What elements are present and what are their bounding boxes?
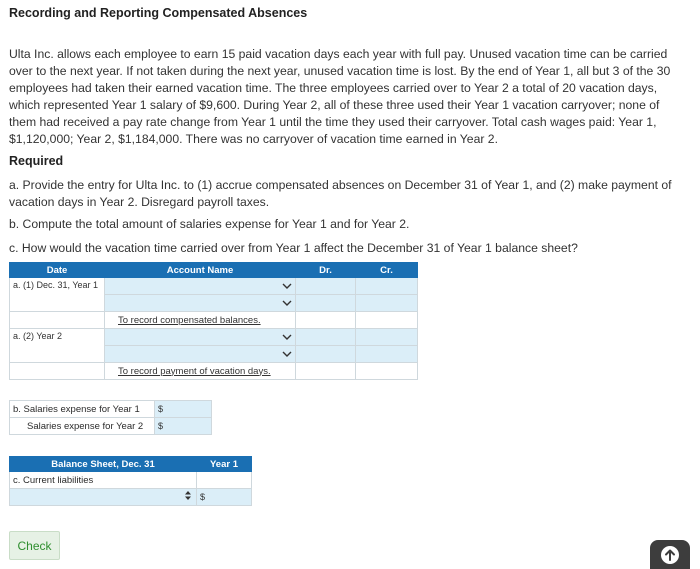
empty-cell	[356, 363, 418, 380]
paragraph-line: employees had taken their earned vacation time. The three employees carried over to Year 2 a total of 20 vacation days,	[9, 81, 658, 95]
credit-header: Cr.	[356, 263, 418, 278]
credit-input[interactable]	[356, 346, 418, 363]
salaries-year1-label: b. Salaries expense for Year 1	[10, 401, 155, 418]
table-row	[10, 312, 418, 329]
empty-cell	[10, 363, 105, 380]
entry2-date-cell	[10, 329, 105, 363]
chevron-down-icon	[282, 332, 292, 342]
credit-input[interactable]	[356, 278, 418, 295]
date-header: Date	[10, 263, 105, 278]
chevron-down-icon	[282, 349, 292, 359]
current-liabilities-label: c. Current liabilities	[10, 472, 197, 489]
empty-cell	[10, 312, 105, 329]
question-c: c. How would the vacation time carried over from Year 1 affect the December 31 of Year 1 balance sheet?	[9, 241, 578, 255]
problem-description	[9, 46, 691, 148]
journal-entry-table	[9, 262, 418, 380]
entry1-date: a. (1) Dec. 31, Year 1	[13, 280, 99, 290]
debit-header: Dr.	[296, 263, 356, 278]
empty-cell	[197, 472, 252, 489]
debit-input[interactable]	[296, 346, 356, 363]
entry1-date-cell	[10, 278, 105, 312]
year1-header: Year 1	[197, 457, 252, 472]
table-row	[10, 329, 418, 346]
balance-sheet-header-row	[10, 457, 252, 472]
paragraph-line: Ulta Inc. allows each employee to earn 15 paid vacation days each year with full pay. Unused vacation time can be carried	[9, 47, 668, 61]
debit-input[interactable]	[296, 278, 356, 295]
paragraph-line: over to the next year. If not taken during the next year, unused vacation time is lost. By the end of Year 1, all but 3 of the 30	[9, 64, 671, 78]
balance-sheet-header: Balance Sheet, Dec. 31	[10, 457, 197, 472]
salaries-year1-input[interactable]	[155, 401, 212, 418]
question-a	[9, 177, 691, 211]
currency-symbol: $	[200, 491, 206, 502]
question-a-line2: vacation days in Year 2. Disregard payroll taxes.	[9, 195, 270, 209]
balance-sheet-table	[9, 456, 252, 506]
table-row	[10, 489, 252, 506]
chevron-down-icon	[282, 281, 292, 291]
account-select[interactable]	[105, 295, 296, 312]
table-row	[10, 401, 212, 418]
debit-input[interactable]	[296, 295, 356, 312]
paragraph-line: them had received a pay rate change from Year 1 until the time they used their carryover. Total cash wages paid: Year 1,	[9, 115, 657, 129]
table-row	[10, 472, 252, 489]
required-heading: Required	[9, 154, 64, 168]
account-select[interactable]	[105, 278, 296, 295]
salaries-year2-input[interactable]	[155, 418, 212, 435]
page-title: Recording and Reporting Compensated Absences	[9, 6, 308, 20]
entry2-memo: To record payment of vacation days.	[105, 363, 296, 380]
table-row	[10, 363, 418, 380]
debit-input[interactable]	[296, 329, 356, 346]
account-select[interactable]	[105, 346, 296, 363]
entry1-memo: To record compensated balances.	[105, 312, 296, 329]
journal-header-row	[10, 263, 418, 278]
entry2-date: a. (2) Year 2	[13, 331, 63, 341]
account-name-header: Account Name	[105, 263, 296, 278]
check-button[interactable]: Check	[9, 531, 60, 560]
table-row	[10, 278, 418, 295]
currency-symbol: $	[158, 403, 164, 414]
arrow-up-circle-icon	[660, 545, 680, 565]
scroll-to-top-button[interactable]	[650, 540, 690, 569]
paragraph-line: which represented Year 1 salary of $9,600. During Year 2, all of these three used their Year 1 vacation carryover; none of	[9, 98, 660, 112]
credit-input[interactable]	[356, 295, 418, 312]
liability-select[interactable]	[10, 489, 197, 506]
table-row	[10, 418, 212, 435]
account-select[interactable]	[105, 329, 296, 346]
empty-cell	[356, 312, 418, 329]
liability-amount-input[interactable]	[197, 489, 252, 506]
question-a-line1: a. Provide the entry for Ulta Inc. to (1) accrue compensated absences on December 31 of Year 1, and (2) make payment of	[9, 178, 672, 192]
credit-input[interactable]	[356, 329, 418, 346]
salaries-expense-table	[9, 400, 212, 435]
question-b: b. Compute the total amount of salaries expense for Year 1 and for Year 2.	[9, 217, 410, 231]
empty-cell	[296, 312, 356, 329]
chevron-down-icon	[282, 298, 292, 308]
salaries-year2-label: Salaries expense for Year 2	[10, 418, 155, 435]
empty-cell	[296, 363, 356, 380]
paragraph-line: $1,120,000; Year 2, $1,184,000. There was no carryover of vacation time earned in Year 2.	[9, 132, 498, 146]
updown-icon	[184, 490, 192, 501]
currency-symbol: $	[158, 420, 164, 431]
